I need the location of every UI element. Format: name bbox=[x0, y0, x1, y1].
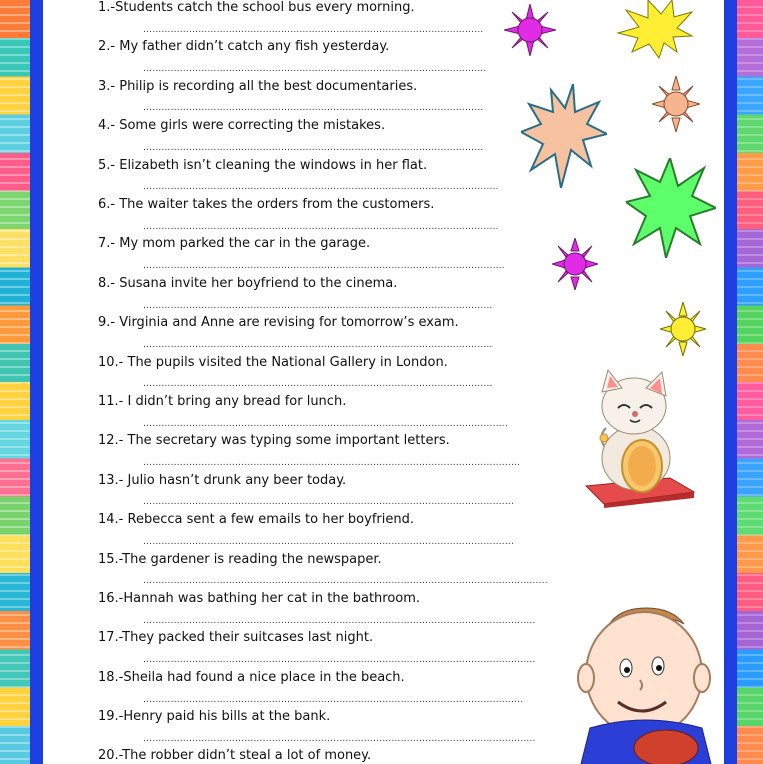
exercise-sentence: 4.- Some girls were correcting the mistakes. bbox=[98, 118, 386, 133]
exercise-sentence: 17.-They packed their suitcases last night. bbox=[98, 630, 374, 645]
lucky-cat-illustration bbox=[576, 366, 696, 508]
answer-line[interactable]: …………………………………………………………………………………………………… bbox=[143, 340, 493, 350]
answer-line[interactable]: ……………………………………………………………………………………………………….. bbox=[143, 419, 508, 429]
answer-line[interactable]: ……………………………………………………………………………………………………………….. bbox=[143, 734, 536, 744]
exercise-sentence: 10.- The pupils visited the National Gallery in London. bbox=[98, 355, 448, 370]
small-magenta-sun-icon bbox=[552, 238, 598, 290]
exercise-sentence: 18.-Sheila had found a nice place in the beach. bbox=[98, 670, 405, 685]
exercise-sentence: 20.-The robber didn’t steal a lot of money. bbox=[98, 748, 372, 763]
answer-line[interactable]: …………………………………………………………………………………………………….. bbox=[143, 182, 499, 192]
left-blue-border bbox=[30, 0, 43, 764]
exercise-sentence: 13.- Julio hasn’t drunk any beer today. bbox=[98, 473, 347, 488]
magenta-sun-icon bbox=[504, 4, 556, 56]
exercise-sentence: 1.-Students catch the school bus every morning. bbox=[98, 0, 415, 15]
answer-line[interactable]: ……………………………………………………………………………………………………………….. bbox=[143, 616, 536, 626]
exercise-sentence: 19.-Henry paid his bills at the bank. bbox=[98, 709, 331, 724]
cartoon-boy-illustration bbox=[574, 604, 718, 764]
answer-line[interactable]: …………………………………………………………………………………………………… bbox=[143, 379, 493, 389]
answer-line[interactable]: …………………………………………………………………………………………………………. bbox=[143, 537, 515, 547]
worksheet-list bbox=[98, 0, 568, 764]
answer-line[interactable]: ………………………………………………………………………………………………………. bbox=[143, 261, 505, 271]
answer-line[interactable]: …………………………………………………………………………………………………. bbox=[143, 64, 487, 74]
green-starburst-icon bbox=[626, 158, 716, 258]
left-decorative-stripes bbox=[0, 0, 30, 764]
orange-sun-icon bbox=[652, 76, 700, 132]
right-blue-border bbox=[724, 0, 737, 764]
exercise-sentence: 2.- My father didn’t catch any fish yesterday. bbox=[98, 39, 390, 54]
answer-line[interactable]: ………………………………………………………………………………………………… bbox=[143, 25, 484, 35]
yellow-sun-icon bbox=[660, 302, 706, 356]
exercise-sentence: 14.- Rebecca sent a few emails to her boyfriend. bbox=[98, 512, 414, 527]
answer-line[interactable]: …………………………………………………………………………………………………………. bbox=[143, 497, 515, 507]
peach-starburst-icon bbox=[521, 84, 607, 188]
exercise-sentence: 7.- My mom parked the car in the garage. bbox=[98, 236, 371, 251]
exercise-sentence: 11.- I didn’t bring any bread for lunch. bbox=[98, 394, 347, 409]
exercise-sentence: 5.- Elizabeth isn’t cleaning the windows in her flat. bbox=[98, 158, 428, 173]
exercise-sentence: 8.- Susana invite her boyfriend to the cinema. bbox=[98, 276, 398, 291]
answer-line[interactable]: …………………………………………………………………………………………………………… bbox=[143, 458, 521, 468]
exercise-sentence: 15.-The gardener is reading the newspaper. bbox=[98, 552, 382, 567]
exercise-sentence: 12.- The secretary was typing some important letters. bbox=[98, 433, 450, 448]
yellow-starburst-icon bbox=[614, 0, 704, 60]
exercise-sentence: 9.- Virginia and Anne are revising for tomorrow’s exam. bbox=[98, 315, 459, 330]
answer-line[interactable]: …………………………………………………………………………………………………….. bbox=[143, 222, 499, 232]
right-decorative-stripes bbox=[737, 0, 763, 764]
exercise-sentence: 6.- The waiter takes the orders from the customers. bbox=[98, 197, 435, 212]
exercise-sentence: 3.- Philip is recording all the best documentaries. bbox=[98, 79, 418, 94]
answer-line[interactable]: ………………………………………………………………………………………………… bbox=[143, 103, 484, 113]
answer-line[interactable]: ……………………………………………………………………………………………………………….. bbox=[143, 655, 536, 665]
exercise-sentence: 16.-Hannah was bathing her cat in the bathroom. bbox=[98, 591, 421, 606]
answer-line[interactable]: …………………………………………………………………………………………………… bbox=[143, 301, 493, 311]
answer-line[interactable]: ……………………………………………………………………………………………………………. bbox=[143, 695, 524, 705]
answer-line[interactable]: ………………………………………………………………………………………………… bbox=[143, 143, 484, 153]
answer-line[interactable]: …………………………………………………………………………………………………………………… bbox=[143, 576, 548, 586]
